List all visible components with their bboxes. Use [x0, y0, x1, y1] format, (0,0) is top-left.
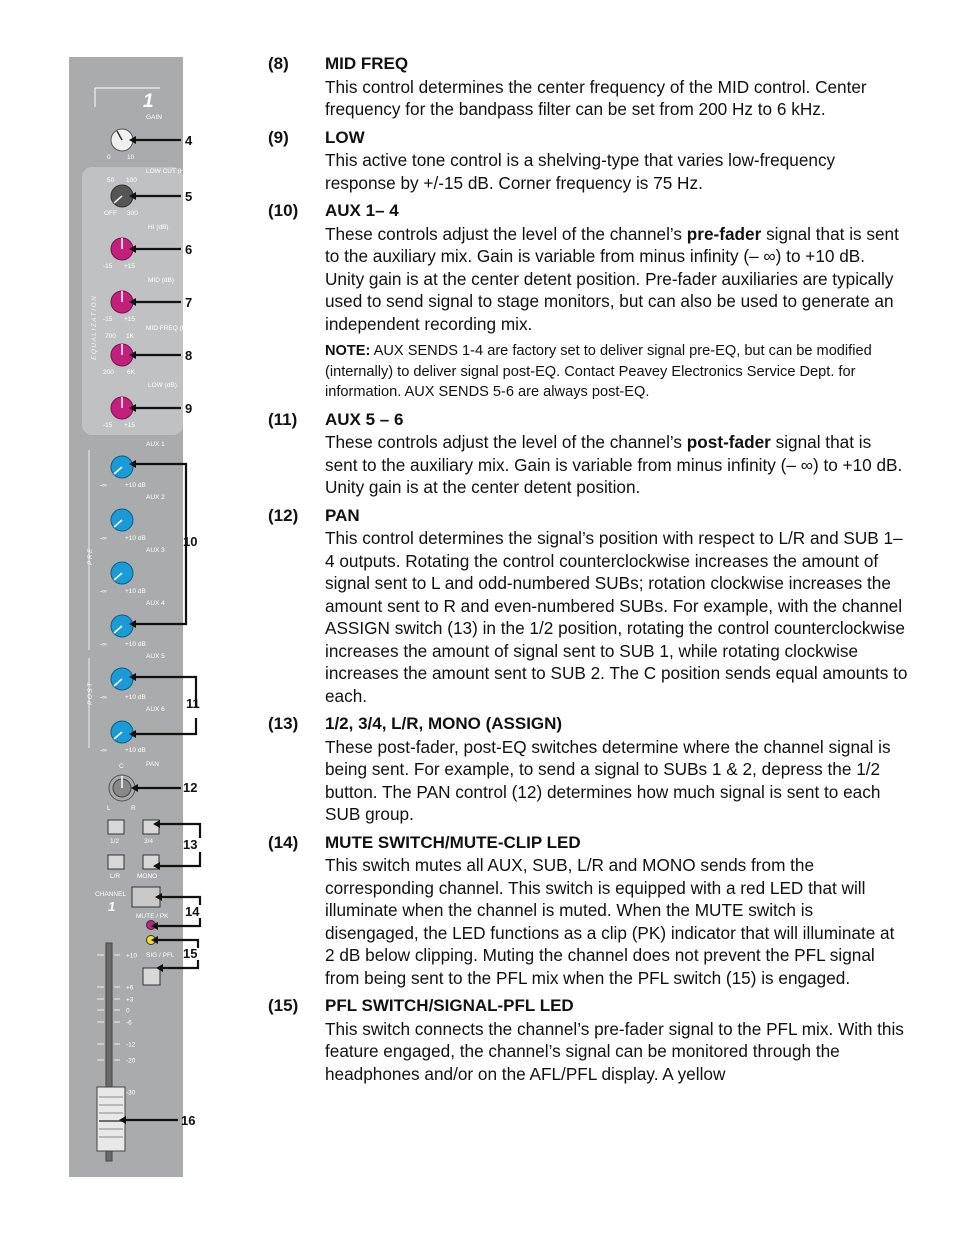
mute-label: MUTE / PK	[136, 913, 169, 920]
aux-3-scale-min: -∞	[100, 588, 107, 595]
aux-4-knob[interactable]	[111, 615, 133, 637]
hi-eq-label: HI (dB)	[148, 224, 169, 231]
section-title: LOW	[325, 127, 365, 147]
mid-eq-scale-min: -15	[103, 316, 113, 323]
assign-1-2-label: 1/2	[110, 838, 120, 845]
hi-eq-scale-max: +15	[124, 263, 136, 270]
low-cut-label: LOW CUT (Hz)	[146, 168, 190, 175]
aux-5-scale-max: +10 dB	[125, 694, 146, 701]
section-body: This switch connects the channel’s pre-fader signal to the PFL mix. With this feature engaged, the channel’s signal can be monitored through the headphones and/or on the AFL/PFL display. A yellow	[325, 1018, 904, 1084]
low-eq-scale-min: -15	[103, 422, 113, 429]
section-body: This control determines the center frequency of the MID control. Center frequency for the bandpass filter can be set from 200 Hz to 6 kHz.	[325, 76, 867, 119]
body-text: signal that is sent to the auxiliary mix. Gain is variable from minus infinity (– ∞) to +10 dB. Unity gain is at the center detent position.	[325, 432, 903, 498]
pan-right-label: R	[131, 805, 136, 812]
aux-note	[325, 341, 908, 403]
section-number: (12)	[268, 505, 299, 525]
section-number: (10)	[268, 201, 299, 220]
callout-11: 11	[186, 696, 200, 711]
low-cut-scale-max: 300	[127, 210, 138, 217]
aux-6-knob[interactable]	[111, 721, 133, 743]
section-number: (13)	[268, 714, 299, 734]
aux-5-label: AUX 5	[146, 653, 165, 660]
aux-2-scale-min: -∞	[100, 535, 107, 542]
section-pfl	[268, 995, 908, 1085]
callout-16: 16	[181, 1113, 196, 1128]
callout-13: 13	[183, 837, 198, 852]
section-aux-1-4	[268, 200, 908, 403]
low-eq-scale-max: +15	[124, 422, 136, 429]
section-number: (9)	[268, 127, 289, 147]
low-cut-top-right: 100	[126, 177, 137, 184]
callout-8: 8	[185, 348, 193, 363]
callout-9: 9	[185, 401, 193, 416]
channel-number-lower: 1	[108, 899, 116, 914]
aux-6-scale-max: +10 dB	[125, 747, 146, 754]
section-title: AUX 5 – 6	[325, 409, 404, 429]
aux-2-scale-max: +10 dB	[125, 535, 146, 542]
aux-4-scale-min: -∞	[100, 641, 107, 648]
aux-6-scale-min: -∞	[100, 747, 107, 754]
section-title: PFL SWITCH/SIGNAL-PFL LED	[325, 996, 574, 1016]
callout-6: 6	[185, 242, 193, 257]
low-eq-label: LOW (dB)	[148, 382, 177, 389]
assign-3-4-label: 3/4	[144, 838, 154, 845]
mid-freq-scale-min: 200	[103, 369, 114, 376]
gain-label: GAIN	[146, 114, 162, 121]
sig-label: SIG / PFL	[146, 952, 175, 959]
low-cut-top-left: 50	[107, 177, 115, 184]
aux-3-label: AUX 3	[146, 547, 165, 554]
post-label: POST	[87, 681, 94, 705]
section-title: PAN	[325, 505, 360, 525]
gain-scale-min: 0	[107, 154, 111, 161]
body-text: These controls adjust the level of the channel’s	[325, 223, 687, 244]
section-pan	[268, 505, 908, 708]
section-body: This switch mutes all AUX, SUB, L/R and MONO sends from the corresponding channel. This switch is equipped with a red LED that will illuminate when the channel is muted. When the MUTE switch is disengaged, the LED functions as a clip (PK) indicator that will illuminate at 2 dB below clipping. Muting the channel does not prevent the PFL signal from being sent to the PFL mix when the PFL switch (15) is engaged.	[325, 855, 895, 988]
note-label: NOTE:	[325, 343, 371, 359]
aux-1-label: AUX 1	[146, 441, 165, 448]
section-aux-5-6	[268, 409, 908, 499]
callout-7: 7	[185, 295, 193, 310]
section-mid-freq	[268, 53, 908, 121]
aux-5-knob[interactable]	[111, 668, 133, 690]
callout-15: 15	[183, 946, 198, 961]
aux-6-label: AUX 6	[146, 706, 165, 713]
assign-lr-label: L/R	[110, 873, 121, 880]
section-mute	[268, 832, 908, 990]
section-assign	[268, 713, 908, 826]
section-body: These post-fader, post-EQ switches determine where the channel signal is being sent. For example, to send a signal to SUBs 1 & 2, depress the 1/2 button. The PAN control (12) determines how much signal is sent to each SUB group.	[325, 736, 891, 825]
section-title: MID FREQ	[325, 54, 409, 73]
body-text: These controls adjust the level of the channel’s	[325, 432, 687, 453]
section-body	[325, 431, 908, 499]
fader-scale-label: +3	[126, 996, 134, 1004]
mid-eq-scale-max: +15	[124, 316, 136, 323]
pan-center-label: C	[119, 763, 124, 770]
fader-scale-label: -20	[126, 1057, 136, 1065]
aux-5-scale-min: -∞	[100, 694, 107, 701]
aux-4-label: AUX 4	[146, 600, 165, 607]
aux-2-knob[interactable]	[111, 509, 133, 531]
aux-3-scale-max: +10 dB	[125, 588, 146, 595]
aux-3-knob[interactable]	[111, 562, 133, 584]
section-number: (8)	[268, 54, 289, 73]
section-number: (11)	[268, 409, 298, 429]
fader-scale-label: 0	[126, 1007, 130, 1015]
assign-1-2-button[interactable]	[108, 820, 124, 834]
aux-1-knob[interactable]	[111, 456, 133, 478]
manual-text-column	[268, 53, 908, 1091]
body-emphasis: post-fader	[686, 432, 771, 453]
callout-12: 12	[183, 780, 198, 795]
note-text: AUX SENDS 1-4 are factory set to deliver signal pre-EQ, but can be modified (internally) to deliver signal post-EQ. Contact Peavey Electronics Service Dept. for information. AUX SENDS 5-6 are always post-EQ.	[325, 343, 872, 401]
fader-scale-label: +10	[126, 952, 138, 960]
mid-freq-top-left: 700	[105, 333, 116, 340]
mid-freq-label: MID FREQ (Hz)	[146, 325, 192, 332]
callout-4: 4	[185, 133, 193, 148]
channel-label: CHANNEL	[95, 891, 127, 898]
section-body	[325, 223, 908, 336]
fader-scale-label: -6	[126, 1019, 132, 1027]
mid-eq-label: MID (dB)	[148, 277, 174, 284]
section-number: (15)	[268, 996, 299, 1016]
section-title: MUTE SWITCH/MUTE-CLIP LED	[325, 832, 581, 852]
hi-eq-scale-min: -15	[103, 263, 113, 270]
section-body: This active tone control is a shelving-type that varies low-frequency response by +/-15 dB. Corner frequency is 75 Hz.	[325, 150, 836, 193]
section-title: 1/2, 3/4, L/R, MONO (ASSIGN)	[325, 714, 563, 734]
mid-freq-top-right: 1K	[126, 333, 134, 340]
body-text: signal that is sent to the auxiliary mix. Gain is variable from minus infinity (– ∞) to +10 dB. Unity gain is at the center detent position. Pre-fader auxiliaries are typically used to send signal to stage monitors, but can also be used to generate an independent recording mix.	[325, 223, 899, 334]
section-title: AUX 1– 4	[325, 201, 399, 220]
pan-left-label: L	[107, 805, 111, 812]
section-number: (14)	[268, 832, 299, 852]
assign-lr-button[interactable]	[108, 855, 124, 869]
assign-mono-label: MONO	[137, 873, 158, 880]
mid-freq-scale-max: 6K	[127, 369, 135, 376]
low-cut-scale-min: OFF	[104, 210, 117, 217]
pfl-button[interactable]	[143, 968, 160, 985]
eq-label: EQUALIZATION	[91, 294, 98, 360]
aux-1-scale-max: +10 dB	[125, 482, 146, 489]
fader-scale-label: -30	[126, 1089, 136, 1097]
gain-scale-max: 10	[127, 154, 135, 161]
aux-2-label: AUX 2	[146, 494, 165, 501]
aux-4-scale-max: +10 dB	[125, 641, 146, 648]
callout-14: 14	[185, 904, 200, 919]
fader-scale-label: +6	[126, 984, 134, 992]
callout-10: 10	[183, 534, 198, 549]
aux-1-scale-min: -∞	[100, 482, 107, 489]
channel-strip-illustration	[0, 0, 230, 1235]
section-body: This control determines the signal’s position with respect to L/R and SUB 1– 4 outputs. Rotating the control counterclockwise increases the amount of signal sent to L and odd-numbered SUBs; rotation clockwise increases the amount sent to R and even-numbered SUBs. For example, with the channel ASSIGN switch (13) in the 1/2 position, rotating the control counterclockwise increases the amount of signal sent to SUB 1, while rotating clockwise increases the amount sent to SUB 2. The C position sends equal amounts to each.	[325, 528, 908, 706]
fader-scale-label: -12	[126, 1041, 136, 1049]
section-low	[268, 127, 908, 195]
pan-label: PAN	[146, 761, 159, 768]
pre-label: PRE	[87, 547, 94, 565]
callout-5: 5	[185, 189, 193, 204]
channel-number: 1	[143, 91, 154, 112]
body-emphasis: pre-fader	[686, 223, 762, 244]
